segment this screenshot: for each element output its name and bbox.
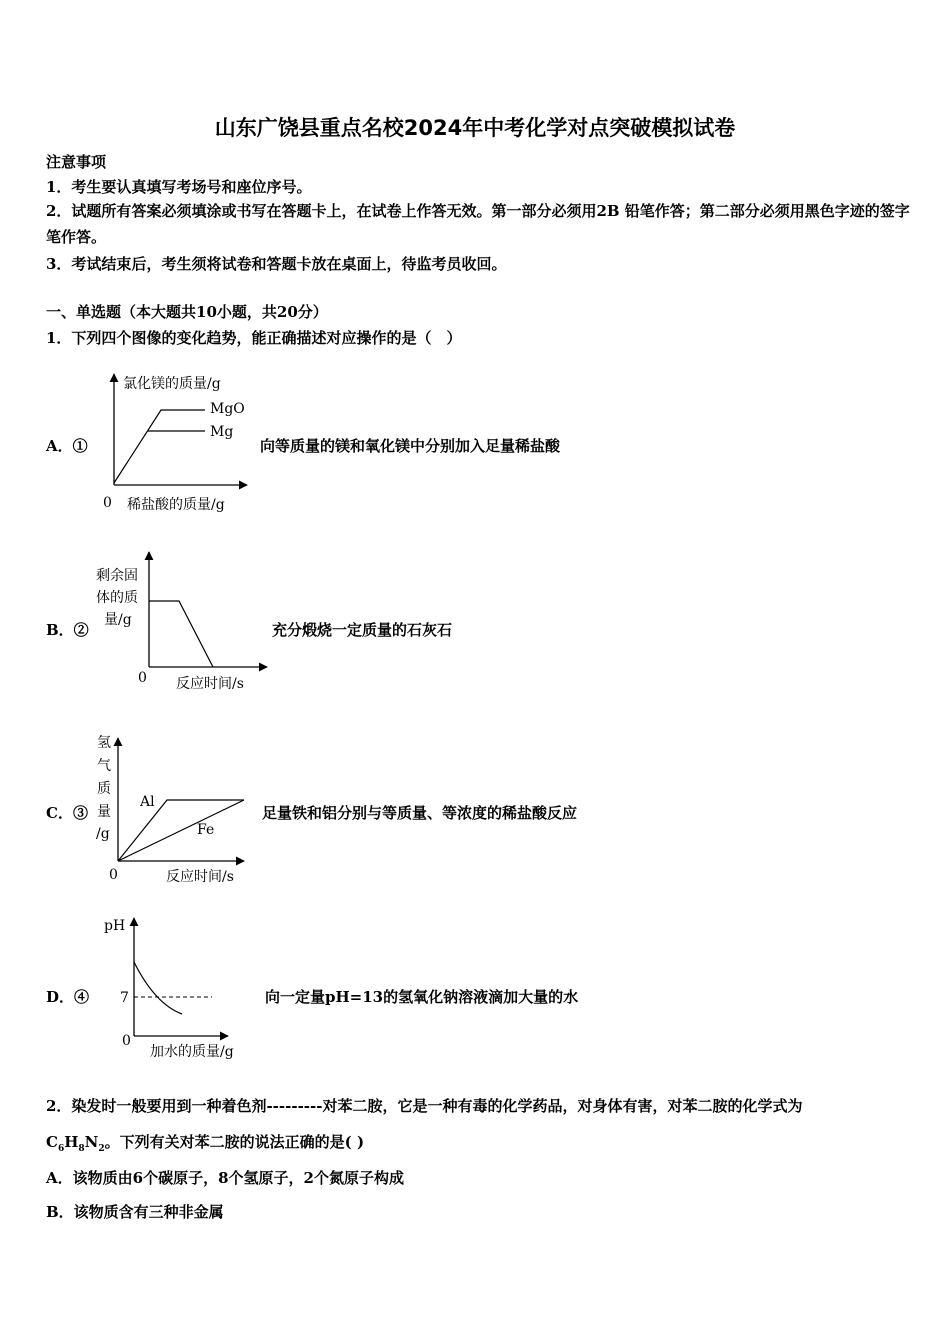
graph-d xyxy=(100,912,270,1062)
option-d-label: D．④ xyxy=(46,988,90,1006)
tick-label-7: 7 xyxy=(120,990,129,1006)
option-b-label: B．② xyxy=(46,621,89,639)
graph-a xyxy=(95,368,265,518)
option-a-label: A．① xyxy=(46,437,88,455)
x-axis-label: 反应时间/s xyxy=(166,869,234,885)
series-line xyxy=(149,601,213,667)
x-axis-label: 稀盐酸的质量/g xyxy=(127,497,225,513)
y-axis-label-line-1: 氢 xyxy=(97,735,111,751)
y-axis-label-line-5: /g xyxy=(96,826,110,842)
origin-label: 0 xyxy=(109,867,118,883)
series-fe-line xyxy=(118,800,244,861)
question-2-option-b: B．该物质含有三种非金属 xyxy=(46,1203,224,1221)
notice-heading: 注意事项 xyxy=(46,153,107,171)
notice-item-3: 3．考试结束后，考生须将试卷和答题卡放在桌面上，待监考员收回。 xyxy=(46,255,507,273)
notice-item-2: 2．试题所有答案必须填涂或书写在答题卡上，在试卷上作答无效。第一部分必须用2B 铅笔作答；第二部分必须用黑色字迹的签字笔作答。 xyxy=(46,202,910,246)
y-axis-label-line-3: 质 xyxy=(97,781,111,797)
y-axis-label-line-2: 气 xyxy=(97,758,111,774)
y-axis-label: 氯化镁的质量/g xyxy=(123,376,221,392)
x-axis-label: 加水的质量/g xyxy=(150,1044,234,1060)
y-axis-label-line-3: 量/g xyxy=(104,612,132,628)
series-mgo-line xyxy=(114,410,205,483)
y-axis-label-line-2: 体的质 xyxy=(96,590,138,606)
option-d-desc: 向一定量pH=13的氢氧化钠溶液滴加大量的水 xyxy=(265,988,579,1006)
y-axis-label-line-1: 剩余固 xyxy=(96,568,138,584)
series-line xyxy=(134,962,182,1014)
origin-label: 0 xyxy=(103,495,112,511)
formula: $C_6H_8N_2$ xyxy=(46,1133,105,1154)
section-heading: 一、单选题（本大题共10小题，共20分） xyxy=(46,303,328,321)
series-label-fe: Fe xyxy=(197,822,215,838)
question-2-stem: 2．染发时一般要用到一种着色剂---------对苯二胺，它是一种有毒的化学药品，对身体有害，对苯二胺的化学式为 xyxy=(46,1097,803,1115)
question-1-stem: 1．下列四个图像的变化趋势，能正确描述对应操作的是（ ） xyxy=(46,329,462,347)
series-label-mgo: MgO xyxy=(210,401,245,417)
origin-label: 0 xyxy=(138,670,147,686)
question-2-stem-cont: $C_6H_8N_2$。下列有关对苯二胺的说法正确的是( ) xyxy=(46,1133,365,1154)
series-label-mg: Mg xyxy=(210,424,234,440)
y-axis-label-line-4: 量 xyxy=(97,804,111,820)
graph-c xyxy=(92,730,262,890)
x-axis-label: 反应时间/s xyxy=(176,676,244,692)
question-2-option-a: A．该物质由6个碳原子，8个氢原子，2个氮原子构成 xyxy=(46,1169,404,1187)
option-c-desc: 足量铁和铝分别与等质量、等浓度的稀盐酸反应 xyxy=(262,804,578,822)
option-c-label: C．③ xyxy=(46,804,88,822)
option-b-desc: 充分煅烧一定质量的石灰石 xyxy=(272,621,453,639)
origin-label: 0 xyxy=(122,1033,131,1049)
y-axis-label: pH xyxy=(104,918,126,934)
page-title: 山东广饶县重点名校2024年中考化学对点突破模拟试卷 xyxy=(214,116,736,140)
series-label-al: Al xyxy=(140,794,155,810)
notice-item-1: 1．考生要认真填写考场号和座位序号。 xyxy=(46,178,312,196)
graph-b xyxy=(90,548,280,698)
option-a-desc: 向等质量的镁和氧化镁中分别加入足量稀盐酸 xyxy=(260,437,561,455)
